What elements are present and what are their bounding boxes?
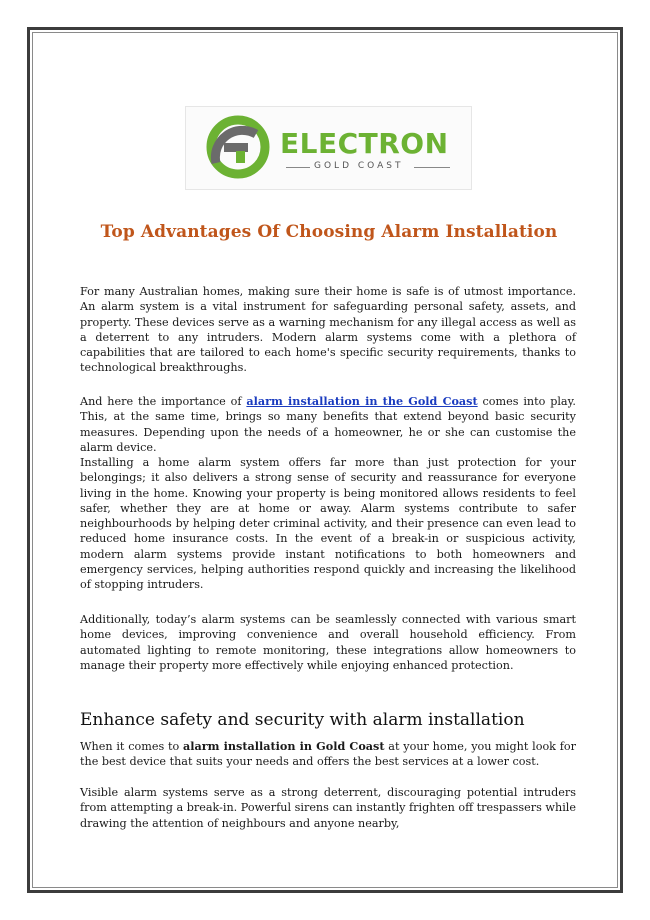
document-page-frame — [27, 27, 623, 893]
section-heading: Enhance safety and security with alarm installation — [80, 710, 525, 730]
benefits-paragraph: Installing a home alarm system offers far more than just protection for your belongings; it also delivers a strong sense of security and reassurance for everyone living in the home. Knowing your property is being monitored allows residents to feel safer, whether they are at home or away. Alarm systems contribute to safer neighbourhoods by helping deter criminal activity, and their presence can even lead to reduced home insurance costs. In the event of a break-in or suspicious activity, modern alarm systems provide instant notifications to both homeowners and emergency services, helping authorities respond quickly and increasing the likelihood of stopping intruders. — [80, 456, 576, 592]
page-title: Top Advantages Of Choosing Alarm Installation — [100, 222, 558, 242]
intro-paragraph: For many Australian homes, making sure their home is safe is of utmost importance. An alarm system is a vital instrument for safeguarding personal safety, assets, and property. These devices serve as a warning mechanism for any illegal access as well as a deterrent to any intruders. Modern alarm systems come with a plethora of capabilities that are tailored to each home's specific security requirements, thanks to technological breakthroughs. — [80, 285, 576, 375]
importance-text-end: comes into play. This, at the same time, brings so many benefits that extend beyond basic security measures. Depending upon the needs of a homeowner, he or she can customise the alarm device. — [80, 395, 576, 454]
device-choice-paragraph — [80, 739, 576, 770]
logo-rule-right — [414, 167, 450, 168]
device-text-start: When it comes to — [80, 740, 184, 753]
company-logo — [185, 106, 472, 190]
importance-paragraph — [80, 394, 576, 455]
device-bold-phrase: alarm installation in Gold Coast — [183, 739, 385, 753]
deterrent-paragraph: Visible alarm systems serve as a strong deterrent, discouraging potential intruders from attempting a break-in. Powerful sirens can instantly frighten off trespassers while drawing the attention of neighbours and anyone nearby, — [80, 786, 576, 830]
logo-tagline: GOLD COAST — [314, 161, 404, 171]
alarm-installation-link[interactable]: alarm installation in the Gold Coast — [246, 394, 478, 408]
device-text-end: at your home, you might look for the best device that suits your needs and offers the best services at a lower cost. — [80, 740, 576, 769]
smart-home-paragraph: Additionally, today’s alarm systems can be seamlessly connected with various smart home devices, improving convenience and overall household efficiency. From automated lighting to remote monitoring, these integrations allow homeowners to manage their property more effectively while enjoying enhanced protection. — [80, 613, 576, 672]
logo-wordmark: ELECTRON — [280, 127, 449, 160]
importance-text-start: And here the importance of — [80, 395, 247, 408]
logo-rule-left — [286, 167, 310, 168]
